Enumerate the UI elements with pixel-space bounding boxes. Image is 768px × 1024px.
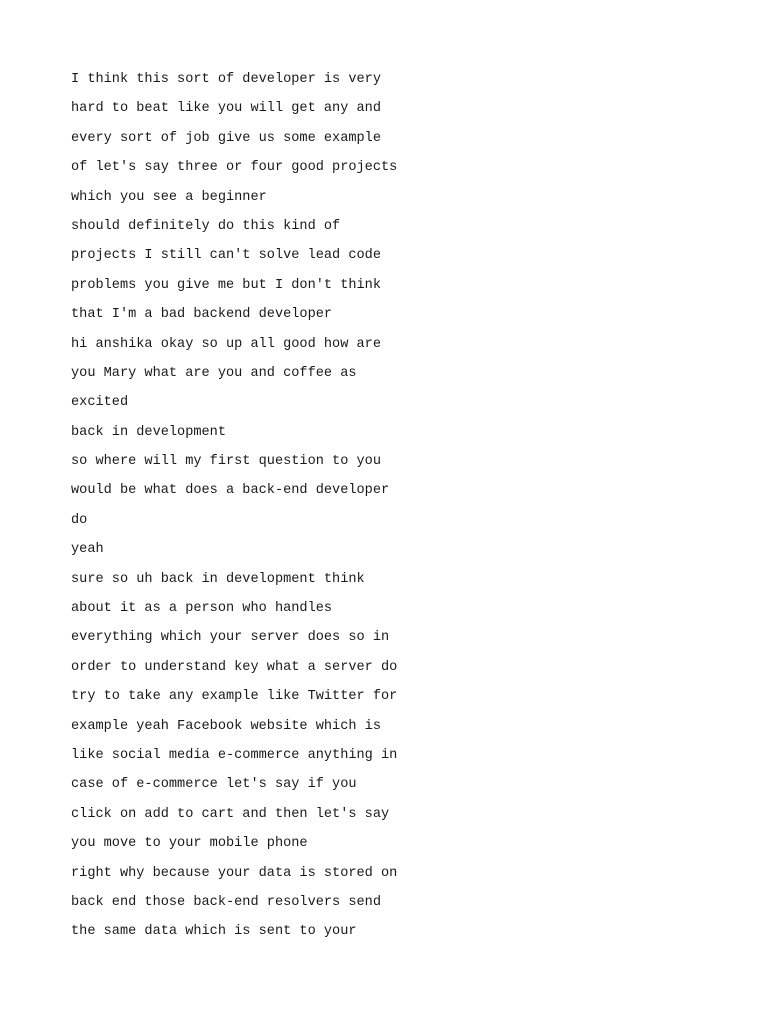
transcript-line: like social media e-commerce anything in (71, 747, 398, 763)
transcript-line: the same data which is sent to your (71, 924, 357, 940)
transcript-line: hi anshika okay so up all good how are (71, 336, 381, 352)
transcript-line: about it as a person who handles (71, 601, 333, 617)
transcript-line: right why because your data is stored on (71, 865, 398, 881)
transcript-line: case of e-commerce let's say if you (71, 777, 357, 793)
transcript-line: I think this sort of developer is very (71, 72, 381, 87)
transcript-line: should definitely do this kind of (71, 218, 341, 234)
transcript-line: back in development (71, 424, 226, 440)
transcript-line: so where will my first question to you (71, 454, 381, 470)
transcript-line: hard to beat like you will get any and (71, 101, 381, 117)
transcript-line: yeah (71, 542, 104, 558)
transcript-line: everything which your server does so in (71, 630, 390, 646)
transcript-line: try to take any example like Twitter for (71, 689, 398, 705)
transcript-text (71, 70, 691, 952)
transcript-line: excited (71, 395, 129, 411)
transcript-line: back end those back-end resolvers send (71, 894, 381, 910)
transcript-line: which you see a beginner (71, 189, 267, 205)
transcript-line: do (71, 512, 88, 528)
transcript-line: every sort of job give us some example (71, 130, 381, 146)
transcript-line: order to understand key what a server do (71, 659, 398, 675)
transcript-line: click on add to cart and then let's say (71, 806, 390, 822)
transcript-line: you move to your mobile phone (71, 836, 308, 852)
transcript-line: projects I still can't solve lead code (71, 248, 381, 264)
transcript-line: of let's say three or four good projects (71, 160, 398, 176)
transcript-line: would be what does a back-end developer (71, 483, 390, 499)
transcript-line: problems you give me but I don't think (71, 277, 381, 293)
transcript-line: sure so uh back in development think (71, 571, 365, 587)
transcript-line: example yeah Facebook website which is (71, 718, 381, 734)
transcript-line: you Mary what are you and coffee as (71, 365, 357, 381)
transcript-line: that I'm a bad backend developer (71, 307, 333, 323)
